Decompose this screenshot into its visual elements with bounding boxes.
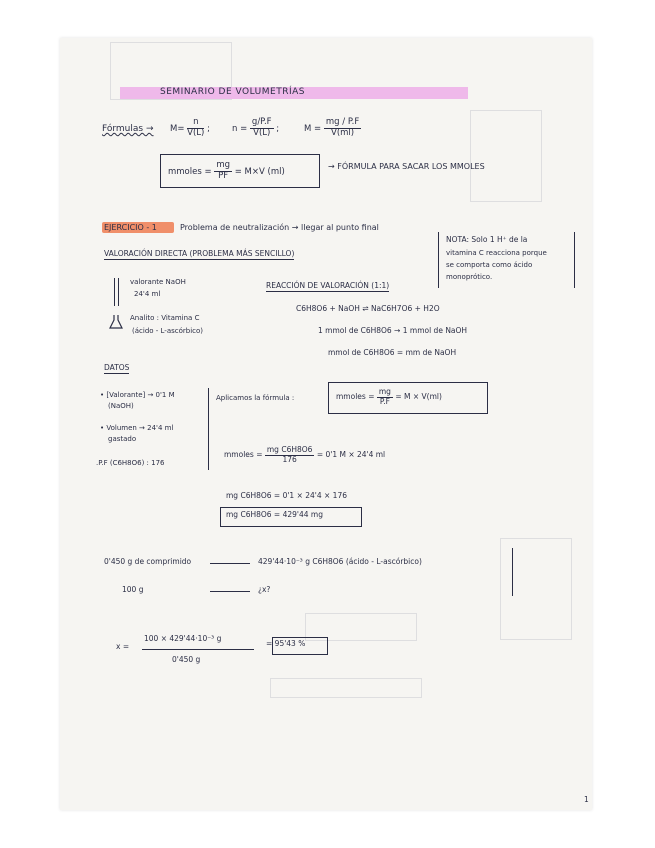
datos-volume: • Volumen → 24'4 ml <box>100 424 174 432</box>
reaction-equation: C6H8O6 + NaOH ⇌ NaC6H7O6 + H2O <box>296 304 440 313</box>
formula-moles-num: g/P.F <box>251 117 272 127</box>
mmoles-formula-lhs: mmoles = <box>168 166 212 177</box>
mmoles-note: → FÓRMULA PARA SACAR LOS MMOLES <box>328 162 485 171</box>
page-title: SEMINARIO DE VOLUMETRÍAS <box>160 87 306 97</box>
apply-formula-den: P.F <box>379 396 390 406</box>
valorante-volume: 24'4 ml <box>134 290 161 298</box>
mmoles-formula <box>168 161 285 182</box>
mmoles-formula-num: mg <box>216 160 230 170</box>
proportion-row1-right: 429'44·10⁻³ g C6H8O6 (ácido - L-ascórbico) <box>258 557 422 566</box>
nota-line-4: monoprótico. <box>446 273 493 281</box>
nota-line-2: vitamina C reacciona porque <box>446 249 547 257</box>
calc-fraction <box>265 446 315 464</box>
proportion-arrow <box>210 591 250 592</box>
datos-molar-mass: .P.F (C6H8O6) : 176 <box>96 459 165 467</box>
formula-mg-num: mg / P.F <box>325 117 360 127</box>
burette-line <box>114 278 115 306</box>
apply-formula-num: mg <box>378 387 391 396</box>
datos-volume-note: gastado <box>108 435 137 443</box>
datos-label: DATOS <box>104 363 130 372</box>
calc-formula <box>224 446 385 464</box>
formula-separator: ; <box>207 123 210 134</box>
analito-name: (ácido - L-ascórbico) <box>132 327 204 335</box>
formulas-label: Fórmulas → <box>102 124 154 134</box>
datos-concentration-species: (NaOH) <box>108 402 134 410</box>
proportion-numerator: 100 × 429'44·10⁻³ g <box>144 634 222 643</box>
formula-moles-lhs: n = <box>232 123 248 134</box>
proportion-bracket <box>512 548 513 596</box>
formula-moles <box>232 118 279 139</box>
nota-line-1: NOTA: Solo 1 H⁺ de la <box>446 235 528 244</box>
notebook-page <box>60 38 592 810</box>
formula-mg <box>304 118 361 139</box>
burette-line <box>118 278 119 306</box>
apply-formula-rhs: = M × V(ml) <box>395 392 442 402</box>
mmoles-formula-den: PF <box>218 170 229 181</box>
calc-mg-result: mg C6H8O6 = 429'44 mg <box>226 510 323 519</box>
calc-rhs: = 0'1 M × 24'4 ml <box>316 450 386 460</box>
formula-mg-lhs: M = <box>304 123 322 134</box>
proportion-result: = 95'43 % <box>266 639 306 648</box>
apply-formula <box>336 388 442 406</box>
formula-mg-fraction <box>324 118 361 139</box>
apply-formula-fraction <box>377 388 393 406</box>
exercise-tag: EJERCICIO - 1 <box>104 223 157 232</box>
bleed-through-box <box>500 538 572 640</box>
formula-molarity-num: n <box>187 118 204 129</box>
calc-num: mg C6H8O6 <box>266 445 313 454</box>
bleed-through-box <box>470 110 542 202</box>
proportion-arrow <box>210 563 250 564</box>
bleed-through-box <box>270 678 422 698</box>
proportion-row2-right: ¿x? <box>258 585 271 594</box>
calc-lhs: mmoles = <box>224 450 263 460</box>
analito-label: Analito : Vitamina C <box>130 314 200 322</box>
formula-separator: ; <box>276 123 280 134</box>
reaction-mole-ratio: 1 mmol de C6H8O6 → 1 mmol de NaOH <box>318 326 468 335</box>
proportion-fraction-bar <box>142 649 254 650</box>
datos-concentration: • [Valorante] → 0'1 M <box>100 391 175 399</box>
formula-moles-fraction <box>250 118 274 139</box>
proportion-row2-left: 100 g <box>122 585 144 594</box>
reaction-title: REACCIÓN DE VALORACIÓN (1:1) <box>266 281 390 290</box>
apply-formula-text: Aplicamos la fórmula : <box>216 394 295 402</box>
reaction-mmol-equality: mmol de C6H8O6 = mm de NaOH <box>328 348 457 357</box>
exercise-subtitle: VALORACIÓN DIRECTA (PROBLEMA MÁS SENCILLO) <box>104 249 295 258</box>
valorante-label: valorante NaOH <box>130 278 186 286</box>
exercise-title: Problema de neutralización → llegar al punto final <box>180 223 379 232</box>
formula-molarity-lhs: M= <box>170 123 185 134</box>
calc-den: 176 <box>282 454 297 464</box>
formula-molarity-fraction <box>187 118 204 139</box>
proportion-denominator: 0'450 g <box>172 655 201 664</box>
formula-moles-den: V(L) <box>253 127 271 138</box>
nota-bracket <box>438 232 439 288</box>
mmoles-formula-fraction <box>214 161 232 182</box>
page-number: 1 <box>584 795 589 804</box>
calc-mg-expression: mg C6H8O6 = 0'1 × 24'4 × 176 <box>226 491 347 500</box>
mmoles-formula-rhs: = M×V (ml) <box>234 166 285 177</box>
datos-bracket <box>208 388 209 470</box>
proportion-row1-left: 0'450 g de comprimido <box>104 557 192 566</box>
flask-icon <box>108 314 124 330</box>
apply-formula-lhs: mmoles = <box>336 392 375 402</box>
formula-molarity-den: V(L) <box>187 127 205 138</box>
proportion-x: x = <box>116 642 130 651</box>
formula-molarity <box>170 118 210 139</box>
formula-mg-den: V(ml) <box>331 127 355 138</box>
nota-line-3: se comporta como ácido <box>446 261 533 269</box>
nota-bracket <box>574 232 575 288</box>
